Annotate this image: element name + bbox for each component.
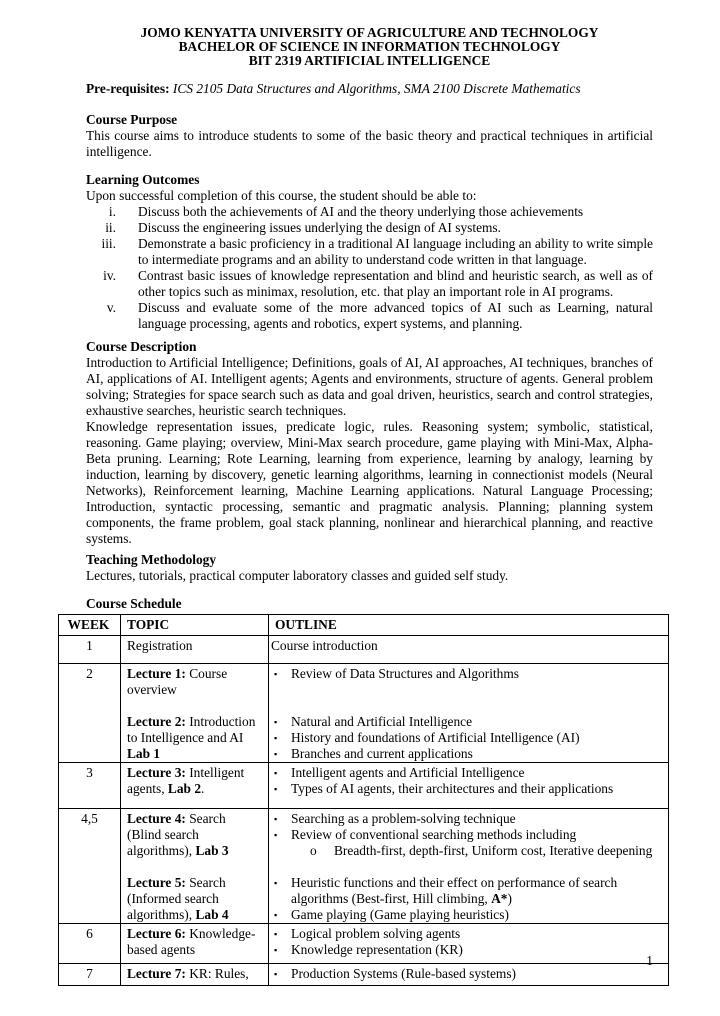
week-cell: 7: [59, 964, 121, 986]
course-schedule-table: [58, 614, 669, 986]
week-cell: 4,5: [59, 809, 121, 924]
outline-item-text: Searching as a problem-solving technique: [291, 811, 516, 827]
outline-item-text: Knowledge representation (KR): [291, 942, 463, 958]
outline-bullet-item: [271, 966, 664, 982]
square-bullet-icon: ▪: [274, 830, 278, 841]
outline-bullet-item: [271, 714, 664, 730]
page-number: 1: [646, 953, 653, 968]
outline-bullet-item: [271, 765, 664, 781]
week-cell: 3: [59, 763, 121, 809]
outcome-text: Discuss and evaluate some of the more advanced topics of AI such as Learning, natural language processing, agents and robotics, expert systems, and planning.: [138, 300, 653, 332]
topic-cell: [121, 809, 269, 924]
teaching-methodology-body: Lectures, tutorials, practical computer laboratory classes and guided self study.: [86, 568, 509, 584]
week-cell: 1: [59, 636, 121, 664]
outcome-text: Contrast basic issues of knowledge representation and blind and heuristic search, as well as of other topics such as minimax, resolution, etc. that play an important role in AI programs.: [138, 268, 653, 300]
prerequisites-text: ICS 2105 Data Structures and Algorithms, SMA 2100 Discrete Mathematics: [169, 81, 581, 97]
topic-cell: [121, 636, 269, 664]
schedule-row: [59, 964, 669, 986]
topic-line: Lecture 7: KR: Rules,: [127, 966, 249, 982]
outcome-numeral: ii.: [105, 220, 116, 236]
topic-line: Lecture 4: Search (Blind search algorithms), Lab 3: [127, 811, 229, 859]
column-header-outline: OUTLINE: [269, 615, 669, 636]
outline-spacer: [271, 682, 664, 698]
topic-line: Lecture 1: Course overview: [127, 666, 228, 698]
outline-spacer: [271, 698, 664, 714]
topic-line: Lab 1: [127, 746, 161, 762]
square-bullet-icon: ▪: [274, 768, 278, 779]
learning-outcomes-section: [86, 172, 653, 332]
course-code-title: BIT 2319 ARTIFICIAL INTELLIGENCE: [248, 52, 491, 68]
outline-cell: [269, 763, 669, 809]
square-bullet-icon: ▪: [274, 878, 278, 889]
square-bullet-icon: ▪: [274, 910, 278, 921]
outline-bullet-item: [271, 827, 664, 843]
outcome-item: [86, 204, 653, 220]
course-description-heading: Course Description: [86, 339, 197, 355]
topic-cell: [121, 924, 269, 964]
outcome-numeral: iii.: [101, 236, 116, 252]
square-bullet-icon: ▪: [274, 945, 278, 956]
column-header-topic: TOPIC: [121, 615, 269, 636]
outline-sub-item: [271, 843, 664, 859]
description-paragraph: Introduction to Artificial Intelligence; Definitions, goals of AI, AI approaches, AI techniques, branches of AI, applications of AI. Intelligent agents; Agents and environments, structure of agents. General problem solving; Strategies for space search such as data and goal driven, heuristics, search and control strategies, exhaustive searches, heuristic search techniques.: [86, 355, 653, 419]
topic-cell: [121, 964, 269, 986]
topic-line: Lecture 2: Introduction to Intelligence and AI: [127, 714, 256, 746]
outline-item-text: Heuristic functions and their effect on performance of search algorithms (Best-first, Hill climbing, A*): [291, 875, 618, 907]
course-schedule-heading: Course Schedule: [86, 596, 182, 612]
schedule-row: [59, 664, 669, 763]
topic-line: Registration: [127, 638, 193, 654]
description-paragraph: Knowledge representation issues, predicate logic, rules. Reasoning system; symbolic, statistical, reasoning. Game playing; overview, Mini-Max search procedure, game playing with Mini-Max, Alpha-Beta pruning. Learning; Rote Learning, learning from experience, learning by analogy, learning by induction, learning by discovery, genetic learning algorithms, learning in connectionist models (Neural Networks), Reinforcement learning, Machine Learning applications. Natural Language Processing; Introduction, syntactic processing, semantic and pragmatic analysis. Planning; planning system components, the frame problem, goal stack planning, nonlinear and hierarchical planning, and reactive systems.: [86, 419, 653, 547]
programme-name: BACHELOR OF SCIENCE IN INFORMATION TECHNOLOGY: [178, 38, 561, 54]
circle-bullet-icon: o: [310, 843, 317, 859]
topic-line: [127, 859, 263, 875]
outline-cell: [269, 636, 669, 664]
square-bullet-icon: ▪: [274, 733, 278, 744]
square-bullet-icon: ▪: [274, 814, 278, 825]
schedule-table-body: [59, 636, 669, 986]
teaching-methodology-heading: Teaching Methodology: [86, 552, 217, 568]
outline-item-text: Natural and Artificial Intelligence: [291, 714, 473, 730]
learning-outcomes-intro: Upon successful completion of this course, the student should be able to:: [86, 188, 477, 204]
outcome-item: [86, 220, 653, 236]
course-description-section: [86, 339, 653, 547]
schedule-row: [59, 809, 669, 924]
outline-item-text: Types of AI agents, their architectures and their applications: [291, 781, 614, 797]
topic-line: Lecture 3: Intelligent agents, Lab 2.: [127, 765, 245, 797]
schedule-row: [59, 763, 669, 809]
square-bullet-icon: ▪: [274, 749, 278, 760]
square-bullet-icon: ▪: [274, 717, 278, 728]
outline-sub-text: Breadth-first, depth-first, Uniform cost, Iterative deepening: [334, 843, 653, 859]
topic-line: Lecture 5: Search (Informed search algorithms), Lab 4: [127, 875, 229, 923]
outline-bullet-item: [271, 875, 664, 907]
square-bullet-icon: ▪: [274, 784, 278, 795]
teaching-methodology-section: [86, 552, 653, 584]
outline-spacer: [271, 859, 664, 875]
outline-bullet-item: [271, 781, 664, 797]
outcome-text: Discuss the engineering issues underlying the design of AI systems.: [138, 220, 501, 236]
outline-item-text: Intelligent agents and Artificial Intelligence: [291, 765, 525, 781]
schedule-row: [59, 636, 669, 664]
square-bullet-icon: ▪: [274, 669, 278, 680]
learning-outcomes-heading: Learning Outcomes: [86, 172, 200, 188]
square-bullet-icon: ▪: [274, 969, 278, 980]
page-content: [67, 25, 653, 986]
outline-bullet-item: [271, 942, 664, 958]
outcome-item: [86, 300, 653, 332]
outline-item-text: Review of conventional searching methods including: [291, 827, 577, 843]
outline-item-text: Branches and current applications: [291, 746, 473, 762]
outcome-item: [86, 268, 653, 300]
course-purpose-section: [86, 112, 653, 160]
outline-bullet-item: [271, 926, 664, 942]
square-bullet-icon: ▪: [274, 929, 278, 940]
week-cell: 2: [59, 664, 121, 763]
outcome-numeral: v.: [106, 300, 116, 316]
schedule-row: [59, 924, 669, 964]
schedule-header-row: [59, 615, 669, 636]
topic-line: [127, 698, 263, 714]
outcome-text: Demonstrate a basic proficiency in a traditional AI language including an ability to write simple to intermediate programs and an ability to understand code written in that language.: [138, 236, 653, 268]
topic-cell: [121, 763, 269, 809]
outline-bullet-item: [271, 666, 664, 682]
outline-cell: [269, 809, 669, 924]
outline-bullet-item: [271, 746, 664, 762]
outline-item-text: Logical problem solving agents: [291, 926, 461, 942]
document-title-block: [86, 26, 653, 67]
course-purpose-body: This course aims to introduce students to some of the basic theory and practical techniques in artificial intelligence.: [86, 128, 653, 160]
outcome-numeral: i.: [108, 204, 116, 220]
outline-cell: [269, 664, 669, 763]
outline-bullet-item: [271, 730, 664, 746]
week-cell: 6: [59, 924, 121, 964]
outline-bullet-item: [271, 907, 664, 923]
course-purpose-heading: Course Purpose: [86, 112, 178, 128]
outline-cell: [269, 924, 669, 964]
topic-line: Lecture 6: Knowledge-based agents: [127, 926, 256, 958]
outline-item-text: History and foundations of Artificial Intelligence (AI): [291, 730, 580, 746]
outline-item-text: Game playing (Game playing heuristics): [291, 907, 509, 923]
outline-item-text: Production Systems (Rule-based systems): [291, 966, 517, 982]
university-name: JOMO KENYATTA UNIVERSITY OF AGRICULTURE AND TECHNOLOGY: [140, 25, 599, 40]
outcome-text: Discuss both the achievements of AI and the theory underlying those achievements: [138, 204, 584, 220]
prerequisites-label: Pre-requisites:: [86, 81, 170, 97]
course-description-paragraphs: [86, 355, 653, 547]
outline-cell: [269, 964, 669, 986]
topic-cell: [121, 664, 269, 763]
outline-bullet-item: [271, 811, 664, 827]
learning-outcomes-list: [86, 204, 653, 332]
column-header-week: WEEK: [59, 615, 121, 636]
outcome-numeral: iv.: [103, 268, 116, 284]
outcome-item: [86, 236, 653, 268]
prerequisites-line: [86, 81, 653, 97]
outline-plain-text: Course introduction: [271, 638, 378, 654]
outline-item-text: Review of Data Structures and Algorithms: [291, 666, 519, 682]
